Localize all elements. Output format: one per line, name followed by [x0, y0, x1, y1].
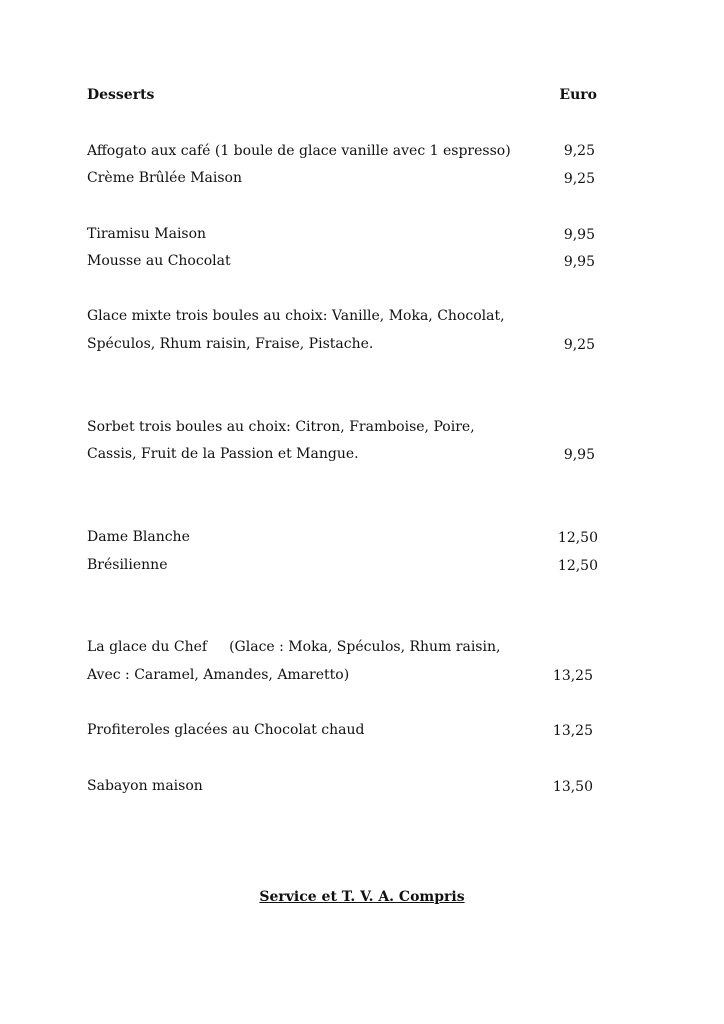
- menu-item-price: 13,25: [552, 723, 593, 739]
- menu-item-name: Dame Blanche: [87, 529, 190, 545]
- menu-item-name-part1: La glace du Chef: [87, 639, 208, 655]
- currency-label: Euro: [559, 87, 597, 103]
- menu-item-name-line2: Spéculos, Rhum raisin, Fraise, Pistache.: [87, 336, 374, 352]
- footer-note: Service et T. V. A. Compris: [259, 889, 465, 905]
- menu-item-price: 9,25: [563, 143, 595, 159]
- menu-item-name-line2: Cassis, Fruit de la Passion et Mangue.: [87, 446, 359, 462]
- menu-item-name-line1: Sorbet trois boules au choix: Citron, Framboise, Poire,: [87, 419, 475, 435]
- menu-item-price: 9,25: [563, 337, 595, 353]
- menu-item-price: 12,50: [557, 530, 598, 546]
- menu-item-name: Crème Brûlée Maison: [87, 170, 242, 186]
- menu-item-name: Affogato aux café (1 boule de glace vanille avec 1 espresso): [87, 143, 511, 159]
- menu-item-price: 9,95: [563, 254, 595, 270]
- menu-item-name: Profiteroles glacées au Chocolat chaud: [87, 722, 365, 738]
- menu-item-name: Sabayon maison: [87, 778, 203, 794]
- menu-item-name-line1: Glace mixte trois boules au choix: Vanille, Moka, Chocolat,: [87, 308, 505, 324]
- menu-item-name: Tiramisu Maison: [87, 226, 207, 242]
- menu-item-name: Mousse au Chocolat: [87, 253, 231, 269]
- menu-item-name-part2: (Glace : Moka, Spéculos, Rhum raisin,: [229, 639, 501, 655]
- menu-item-name: Brésilienne: [87, 557, 168, 573]
- menu-title: Desserts: [87, 87, 155, 103]
- menu-item-price: 12,50: [557, 558, 598, 574]
- menu-item-name-line1: [87, 638, 500, 656]
- menu-item-price: 13,50: [552, 779, 593, 795]
- menu-item-price: 9,95: [563, 447, 595, 463]
- menu-item-price: 9,95: [563, 227, 595, 243]
- menu-item-price: 13,25: [552, 668, 593, 684]
- menu-item-name-line2: Avec : Caramel, Amandes, Amaretto): [87, 667, 350, 683]
- menu-item-price: 9,25: [563, 171, 595, 187]
